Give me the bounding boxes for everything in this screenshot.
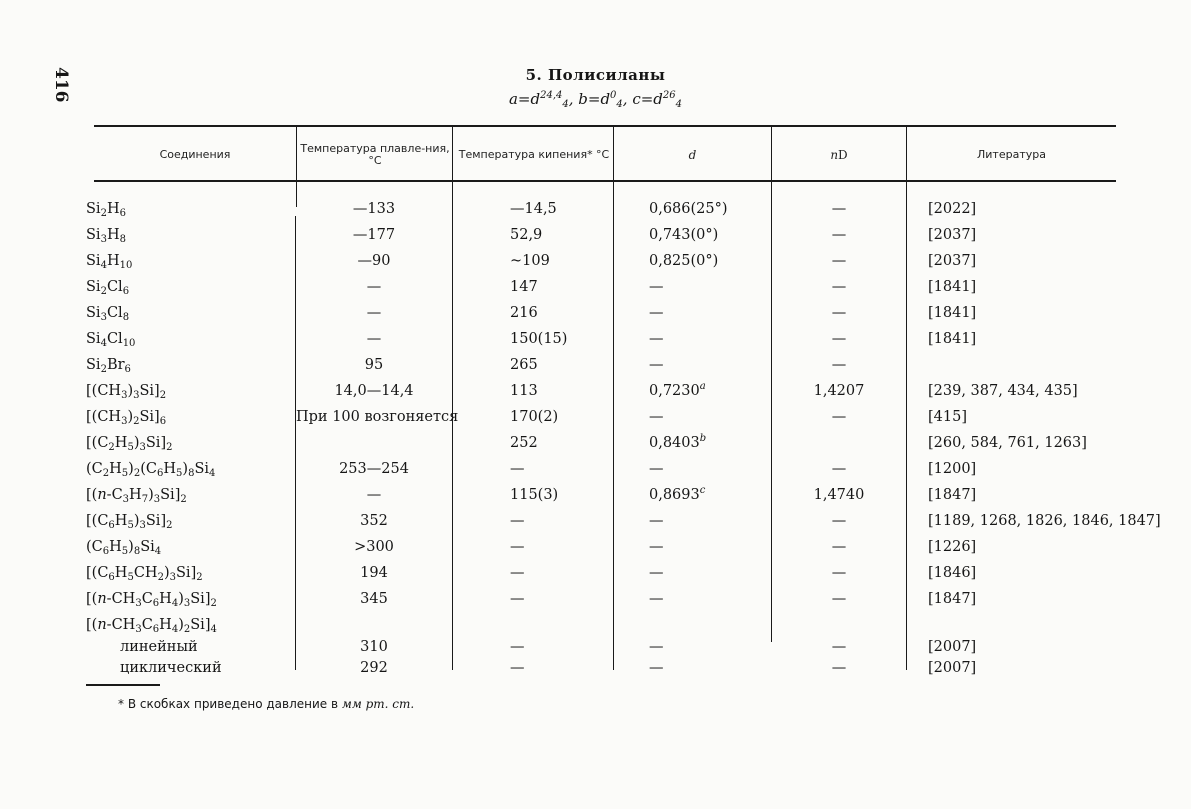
column-divider [296,127,297,207]
boiling-point: 252 [510,435,538,451]
literature-ref: [2037] [928,227,977,243]
header-literature: Литература [977,148,1046,161]
compound-formula: $[(CH_3)_2Si]_6$ [86,409,167,427]
melting-point: 310 [360,638,388,655]
melting-point: 345 [360,591,388,607]
density: — [649,638,664,655]
table-row [0,326,1191,352]
table-row [0,456,1191,482]
refractive-index: — [831,409,847,425]
boiling-point: — [510,461,525,477]
refractive-index: — [831,638,847,655]
page-number: 416 [51,67,71,103]
density: 0,825(0°) [649,253,719,269]
compound-formula: $[(CH_3)_3Si]_2$ [86,383,167,401]
refractive-index: — [831,253,847,269]
refractive-index: — [831,305,847,321]
boiling-point: — [510,513,525,529]
melting-point: — [366,279,382,295]
boiling-point: ~109 [510,253,550,269]
melting-point: 14,0—14,4 [334,383,414,399]
table-row [0,196,1191,222]
density: — [649,357,664,373]
compound-formula: $Si_2H_6$ [86,201,126,219]
compound-formula: циклический [120,660,222,676]
table-row [0,222,1191,248]
literature-ref: [1841] [928,331,977,347]
table-row [0,274,1191,300]
density: — [649,331,664,347]
header-boiling-point: Температура кипения* °C [458,148,610,161]
density: — [649,591,664,607]
compound-formula: $Si_4Cl_{10}$ [86,331,136,349]
melting-point: 253—254 [339,461,409,477]
melting-point: —177 [352,227,396,243]
table-row [0,655,1191,681]
table-top-rule [94,125,1116,127]
boiling-point: —14,5 [510,201,557,217]
melting-point: >300 [354,539,394,555]
compound-formula: $[(C_6H_5)_3Si]_2$ [86,513,173,531]
table-row [0,534,1191,560]
footnote-rule [86,684,160,686]
density: — [649,279,664,295]
literature-ref: [239, 387, 434, 435] [928,383,1078,399]
compound-formula: $Si_2Br_6$ [86,357,131,375]
density: 0,743(0°) [649,227,719,243]
table-row [0,560,1191,586]
refractive-index: — [831,513,847,529]
refractive-index: — [831,539,847,555]
table-title: 5. Полисиланы [525,66,666,84]
header-refractive-index: n D [830,148,848,162]
density: — [649,513,664,529]
refractive-index: — [831,591,847,607]
literature-ref: [415] [928,409,967,425]
table-row [0,482,1191,508]
literature-ref: [1226] [928,539,977,555]
melting-point: 352 [360,513,388,529]
boiling-point: 147 [510,279,538,295]
literature-ref: [2007] [928,638,977,655]
density: 0,8403$^b$ [649,433,707,451]
literature-ref: [1847] [928,591,977,607]
table-row [0,248,1191,274]
melting-point: —90 [357,253,391,269]
density: — [649,660,664,676]
boiling-point: 216 [510,305,538,321]
table-row [0,300,1191,326]
density-legend: $a=d^{24,4}_4$, $b=d^0_4$, $c=d^{26}_4$ [508,90,683,110]
density: 0,8693$^c$ [649,485,706,503]
refractive-index: — [831,201,847,217]
melting-point: — [366,305,382,321]
compound-formula: $[(C_6H_5CH_2)_3Si]_2$ [86,565,203,583]
melting-point: 95 [364,357,384,373]
literature-ref: [1841] [928,279,977,295]
table-row [0,378,1191,404]
density: — [649,461,664,477]
compound-formula: $[(n-CH_3C_6H_4)_3Si]_2$ [86,591,217,609]
compound-formula: $(C_2H_5)_2(C_6H_5)_8Si_4$ [86,461,216,479]
boiling-point: — [510,638,525,655]
melting-point: — [366,331,382,347]
compound-formula: $[(n-CH_3C_6H_4)_2Si]_4$ [86,617,217,635]
melting-point: —133 [352,201,396,217]
table-row [0,586,1191,612]
boiling-point: 170(2) [510,409,559,425]
header-bottom-rule [94,180,1116,182]
compound-formula: $Si_3H_8$ [86,227,126,245]
density: 0,686(25°) [649,201,728,217]
header-compound: Соединения [159,148,231,161]
literature-ref: [1189, 1268, 1826, 1846, 1847] [928,513,1161,529]
literature-ref: [2022] [928,201,977,217]
footnote: * В скобках приведено давление в мм рт. ст. [118,697,415,711]
compound-formula: $[(C_2H_5)_3Si]_2$ [86,435,173,453]
compound-formula: $Si_2Cl_6$ [86,279,130,297]
literature-ref: [260, 584, 761, 1263] [928,435,1087,451]
boiling-point: 52,9 [510,227,543,243]
boiling-point: — [510,591,525,607]
table-row [0,404,1191,430]
density: — [649,305,664,321]
literature-ref: [1200] [928,461,977,477]
literature-ref: [1841] [928,305,977,321]
density: 0,7230$^a$ [649,381,706,399]
compound-formula: линейный [120,638,198,655]
table-row [0,508,1191,534]
boiling-point: 150(15) [510,331,568,347]
density: — [649,539,664,555]
literature-ref: [2007] [928,660,977,676]
compound-formula: $(C_6H_5)_8Si_4$ [86,539,162,557]
boiling-point: — [510,539,525,555]
refractive-index: — [831,565,847,581]
refractive-index: — [831,357,847,373]
compound-formula: $Si_4H_{10}$ [86,253,133,271]
refractive-index: — [831,279,847,295]
table-row [0,430,1191,456]
header-melting-point: Температура плавле-ния, °C [300,142,450,167]
header-density: d [688,148,697,162]
melting-point: — [366,487,382,503]
melting-point: 292 [360,660,388,676]
melting-point: При 100 возгоняется [296,409,459,425]
refractive-index: — [831,461,847,477]
refractive-index: 1,4740 [813,487,865,503]
melting-point: 194 [360,565,388,581]
table-row [0,352,1191,378]
boiling-point: 115(3) [510,487,559,503]
boiling-point: — [510,565,525,581]
refractive-index: 1,4207 [813,383,865,399]
literature-ref: [1846] [928,565,977,581]
compound-formula: $[(n-C_3H_7)_3Si]_2$ [86,487,187,505]
refractive-index: — [831,227,847,243]
boiling-point: 265 [510,357,538,373]
refractive-index: — [831,331,847,347]
density: — [649,565,664,581]
boiling-point: — [510,660,525,676]
literature-ref: [2037] [928,253,977,269]
literature-ref: [1847] [928,487,977,503]
compound-formula: $Si_3Cl_8$ [86,305,130,323]
density: — [649,409,664,425]
boiling-point: 113 [510,383,538,399]
refractive-index: — [831,660,847,676]
